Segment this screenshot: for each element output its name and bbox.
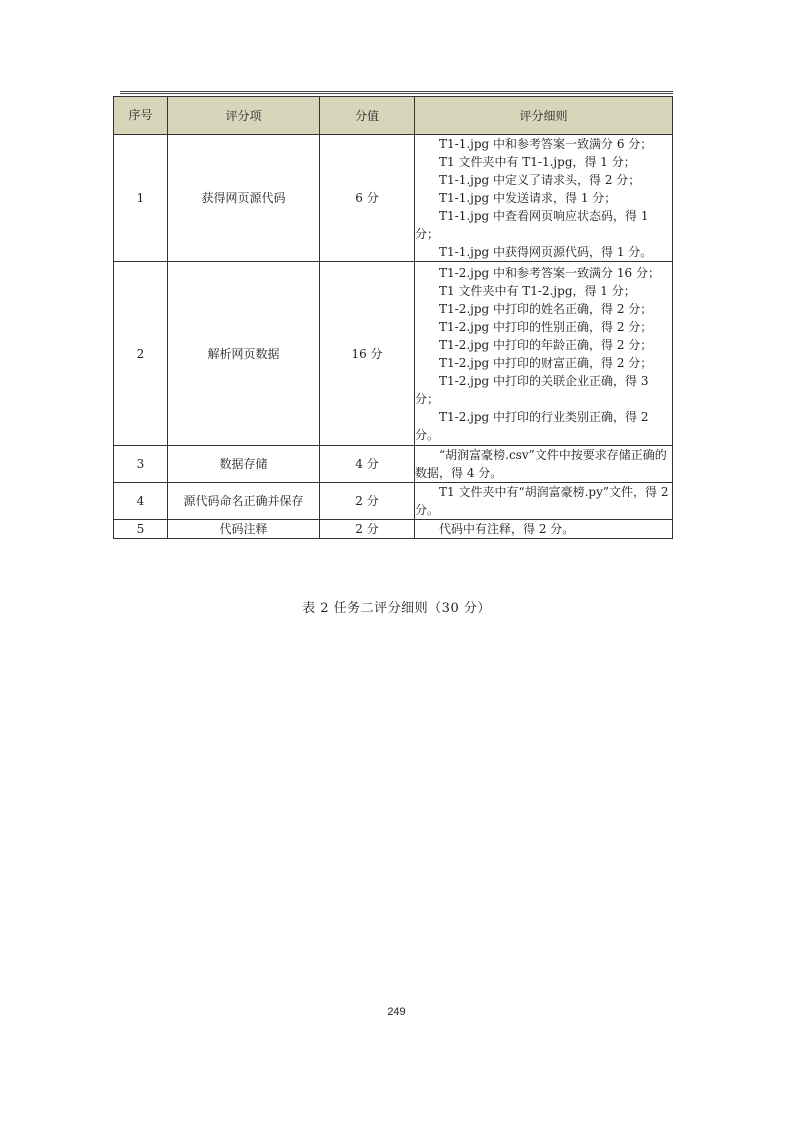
row-score: 2 分 — [320, 520, 415, 539]
row-seq: 4 — [114, 483, 168, 520]
header-rule — [120, 91, 673, 94]
row-detail — [415, 446, 673, 483]
table-row — [114, 520, 673, 539]
row-item: 源代码命名正确并保存 — [168, 483, 320, 520]
detail-line: 代码中有注释，得 2 分。 — [439, 522, 575, 536]
row-score: 4 分 — [320, 446, 415, 483]
row-seq: 5 — [114, 520, 168, 539]
detail-line: T1-2.jpg 中打印的年龄正确，得 2 分； — [439, 337, 653, 352]
row-score: 6 分 — [320, 135, 415, 262]
detail-line: T1-1.jpg 中发送请求，得 1 分； — [439, 191, 617, 205]
row-item: 数据存储 — [168, 446, 320, 483]
detail-line: T1-1.jpg 中定义了请求头，得 2 分； — [439, 173, 641, 187]
detail-line: T1-2.jpg 中打印的性别正确，得 2 分； — [439, 319, 653, 334]
detail-line: T1 文件夹中有 T1-2.jpg，得 1 分； — [439, 283, 636, 298]
row-item: 解析网页数据 — [168, 262, 320, 446]
header-item: 评分项 — [168, 97, 320, 135]
table-row — [114, 446, 673, 483]
detail-line: T1-2.jpg 中打印的关联企业正确，得 3 分； — [415, 373, 649, 406]
detail-line: T1-2.jpg 中打印的行业类别正确，得 2 分。 — [415, 409, 649, 442]
row-score: 2 分 — [320, 483, 415, 520]
detail-line: T1-2.jpg 中打印的财富正确，得 2 分； — [439, 355, 653, 370]
header-score: 分值 — [320, 97, 415, 135]
header-seq: 序号 — [114, 97, 168, 135]
row-detail — [415, 135, 673, 262]
row-item: 代码注释 — [168, 520, 320, 539]
detail-line: T1 文件夹中有“胡润富豪榜.py”文件，得 2 分。 — [415, 485, 669, 517]
detail-line: T1-1.jpg 中获得网页源代码，得 1 分。 — [439, 245, 653, 259]
header-detail: 评分细则 — [415, 97, 673, 135]
row-detail — [415, 262, 673, 446]
row-item: 获得网页源代码 — [168, 135, 320, 262]
table-header-row — [114, 97, 673, 135]
row-score: 16 分 — [320, 262, 415, 446]
row-seq: 1 — [114, 135, 168, 262]
detail-line: T1-2.jpg 中和参考答案一致满分 16 分； — [439, 265, 660, 280]
table-row — [114, 262, 673, 446]
detail-line: T1-1.jpg 中查看网页响应状态码，得 1 分； — [415, 209, 649, 241]
table-caption: 表 2 任务二评分细则（30 分） — [302, 601, 491, 616]
detail-line: T1 文件夹中有 T1-1.jpg，得 1 分； — [439, 155, 636, 169]
row-detail — [415, 520, 673, 539]
detail-line: T1-1.jpg 中和参考答案一致满分 6 分； — [439, 137, 653, 151]
grading-table — [113, 96, 673, 539]
row-seq: 3 — [114, 446, 168, 483]
table-row — [114, 135, 673, 262]
row-detail — [415, 483, 673, 520]
row-seq: 2 — [114, 262, 168, 446]
detail-line: T1-2.jpg 中打印的姓名正确，得 2 分； — [439, 301, 653, 316]
page-number: 249 — [387, 1006, 406, 1018]
table-row — [114, 483, 673, 520]
detail-line: “胡润富豪榜.csv”文件中按要求存储正确的数据，得 4 分。 — [415, 448, 667, 480]
